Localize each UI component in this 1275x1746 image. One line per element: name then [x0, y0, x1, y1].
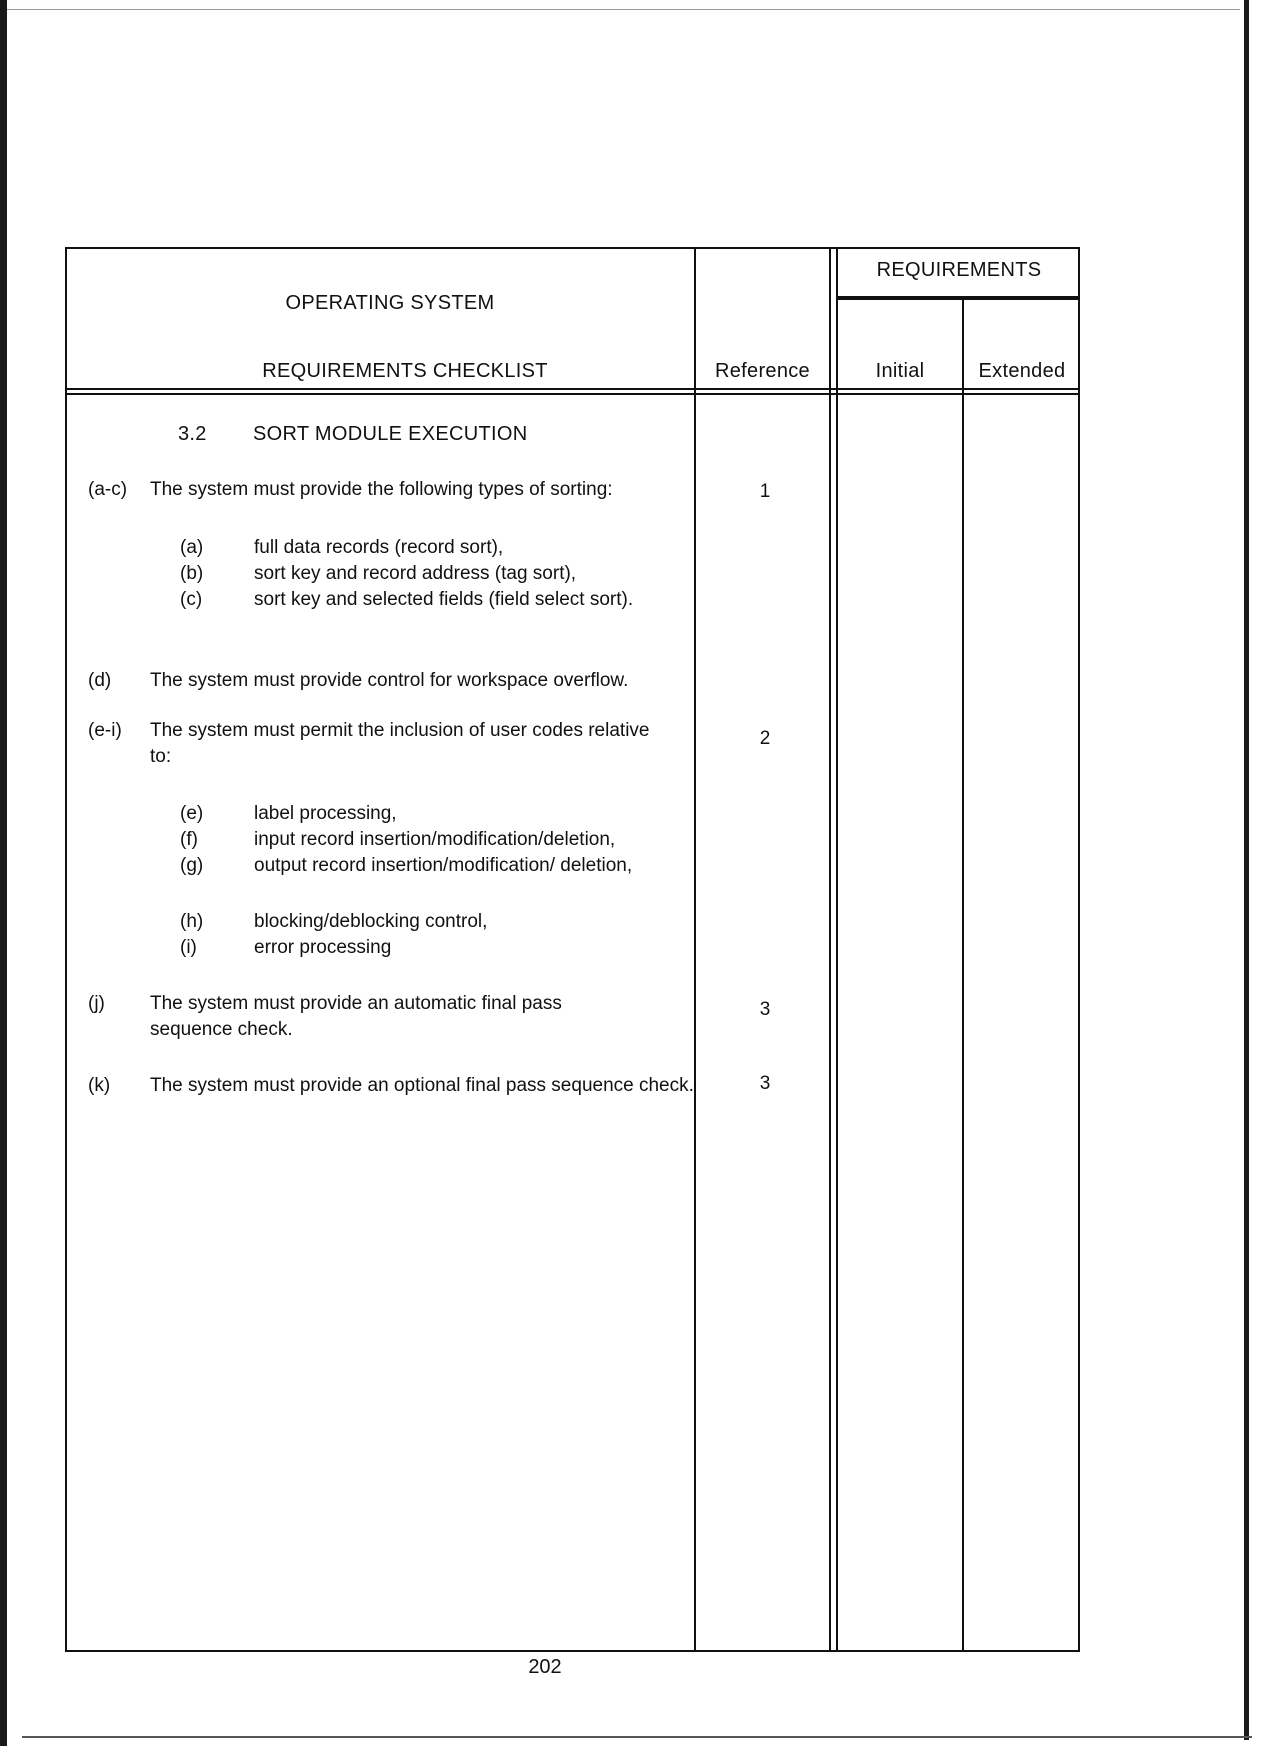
item-text-d: The system must provide control for workspace overflow.: [150, 670, 629, 691]
item-reference-ei: 2: [759, 728, 771, 749]
item-reference-ac: 1: [759, 481, 771, 502]
header-rule-top: [65, 388, 1080, 390]
requirements-double-divider-b: [836, 247, 838, 1652]
requirements-double-divider-a: [829, 247, 831, 1652]
item-label-j: (j): [88, 993, 105, 1014]
initial-extended-divider: [962, 298, 964, 1652]
subitem-text-f: input record insertion/modification/deletion,: [254, 829, 616, 850]
subitem-label-i: (i): [180, 937, 197, 958]
subitem-text-b: sort key and record address (tag sort),: [254, 563, 577, 584]
requirements-header: REQUIREMENTS: [876, 259, 1042, 281]
subitem-text-e: label processing,: [254, 803, 397, 824]
subitem-label-f: (f): [180, 829, 198, 850]
item-reference-k: 3: [759, 1073, 771, 1094]
subitem-text-c: sort key and selected fields (field select sort).: [254, 589, 634, 610]
item-text-ac: The system must provide the following types of sorting:: [150, 479, 613, 500]
item-text-k: The system must provide an optional final pass sequence check.: [150, 1075, 694, 1096]
section-number: 3.2: [178, 423, 207, 445]
reference-header: Reference: [715, 360, 810, 382]
item-text-ei: The system must permit the inclusion of user codes relative to:: [150, 720, 650, 767]
item-label-k: (k): [88, 1075, 111, 1096]
subitem-label-g: (g): [180, 855, 204, 876]
subitem-text-g: output record insertion/modification/ deletion,: [254, 855, 633, 876]
reference-column-divider: [694, 247, 696, 1652]
subitem-text-a: full data records (record sort),: [254, 537, 504, 558]
section-title: SORT MODULE EXECUTION: [253, 423, 528, 445]
initial-header: Initial: [875, 360, 925, 382]
subitem-label-b: (b): [180, 563, 204, 584]
subitem-label-e: (e): [180, 803, 204, 824]
table-title-line1: OPERATING SYSTEM: [285, 292, 495, 314]
item-label-d: (d): [88, 670, 112, 691]
checklist-table: [65, 247, 1080, 1652]
requirements-header-rule: [838, 296, 1080, 300]
item-label-ac: (a-c): [88, 479, 128, 500]
header-rule-bottom: [65, 393, 1080, 395]
page-edge-top: [0, 9, 1240, 10]
table-title-line2: REQUIREMENTS CHECKLIST: [262, 360, 548, 382]
subitem-label-a: (a): [180, 537, 204, 558]
page-edge-right: [1244, 0, 1249, 1740]
subitem-text-h: blocking/deblocking control,: [254, 911, 488, 932]
item-label-ei: (e-i): [88, 720, 122, 741]
subitem-label-c: (c): [180, 589, 203, 610]
page-edge-bottom: [22, 1736, 1252, 1738]
subitem-label-h: (h): [180, 911, 204, 932]
item-text-j: The system must provide an automatic final pass sequence check.: [150, 993, 562, 1040]
subitem-text-i: error processing: [254, 937, 392, 958]
page-edge-left: [0, 0, 7, 1746]
extended-header: Extended: [978, 360, 1066, 382]
item-reference-j: 3: [759, 999, 771, 1020]
page-number: 202: [528, 1656, 562, 1678]
